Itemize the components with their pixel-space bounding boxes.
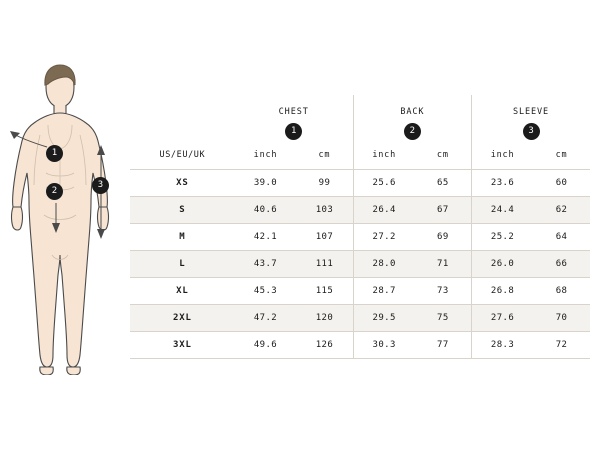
cell-chest-inch: 42.1 (235, 224, 296, 251)
cell-chest-cm: 99 (296, 170, 353, 197)
cell-sleeve-inch: 26.8 (472, 278, 533, 305)
unit-sleeve-cm: cm (533, 141, 590, 170)
row-size: 3XL (130, 332, 235, 359)
cell-back-inch: 28.0 (353, 251, 414, 278)
row-size: 2XL (130, 305, 235, 332)
cell-back-inch: 30.3 (353, 332, 414, 359)
cell-sleeve-inch: 26.0 (472, 251, 533, 278)
cell-back-inch: 26.4 (353, 197, 414, 224)
cell-sleeve-inch: 25.2 (472, 224, 533, 251)
unit-chest-cm: cm (296, 141, 353, 170)
cell-chest-inch: 39.0 (235, 170, 296, 197)
size-column-header: US/EU/UK (130, 141, 235, 170)
table-row (130, 278, 590, 305)
unit-chest-inch: inch (235, 141, 296, 170)
cell-sleeve-cm: 60 (533, 170, 590, 197)
cell-back-cm: 77 (415, 332, 472, 359)
cell-chest-inch: 49.6 (235, 332, 296, 359)
table-row (130, 332, 590, 359)
group-header-chest: CHEST (278, 107, 309, 117)
table-row (130, 224, 590, 251)
cell-back-cm: 73 (415, 278, 472, 305)
cell-back-inch: 27.2 (353, 224, 414, 251)
marker-row-spacer (130, 117, 235, 141)
cell-sleeve-cm: 68 (533, 278, 590, 305)
unit-back-cm: cm (415, 141, 472, 170)
cell-chest-cm: 107 (296, 224, 353, 251)
cell-sleeve-inch: 27.6 (472, 305, 533, 332)
cell-chest-inch: 47.2 (235, 305, 296, 332)
marker-badge-2: 2 (404, 123, 421, 140)
row-size: M (130, 224, 235, 251)
cell-back-cm: 71 (415, 251, 472, 278)
group-header-row (130, 95, 590, 117)
cell-chest-cm: 115 (296, 278, 353, 305)
figure-marker-3: 3 (92, 177, 109, 194)
cell-back-cm: 67 (415, 197, 472, 224)
table-row (130, 305, 590, 332)
table-row (130, 251, 590, 278)
group-header-back: BACK (353, 95, 471, 117)
marker-cell-sleeve (472, 117, 590, 141)
cell-chest-inch: 43.7 (235, 251, 296, 278)
size-table-wrap (130, 95, 590, 359)
unit-back-inch: inch (353, 141, 414, 170)
marker-cell-back (353, 117, 471, 141)
cell-sleeve-cm: 66 (533, 251, 590, 278)
row-size: XL (130, 278, 235, 305)
group-marker-row (130, 117, 590, 141)
cell-chest-inch: 45.3 (235, 278, 296, 305)
cell-chest-cm: 111 (296, 251, 353, 278)
cell-sleeve-inch: 28.3 (472, 332, 533, 359)
cell-sleeve-inch: 24.4 (472, 197, 533, 224)
cell-back-inch: 25.6 (353, 170, 414, 197)
cell-back-inch: 28.7 (353, 278, 414, 305)
size-chart-table (130, 95, 590, 359)
cell-back-cm: 75 (415, 305, 472, 332)
cell-chest-cm: 103 (296, 197, 353, 224)
table-row (130, 197, 590, 224)
cell-sleeve-inch: 23.6 (472, 170, 533, 197)
cell-sleeve-cm: 62 (533, 197, 590, 224)
body-figure (0, 55, 130, 375)
marker-badge-1: 1 (285, 123, 302, 140)
figure-body (12, 65, 109, 375)
cell-back-cm: 69 (415, 224, 472, 251)
cell-sleeve-cm: 72 (533, 332, 590, 359)
cell-chest-cm: 120 (296, 305, 353, 332)
row-size: L (130, 251, 235, 278)
marker-cell-chest (235, 117, 353, 141)
cell-back-cm: 65 (415, 170, 472, 197)
unit-header-row (130, 141, 590, 170)
row-size: XS (130, 170, 235, 197)
marker-badge-3: 3 (523, 123, 540, 140)
table-row (130, 170, 590, 197)
cell-back-inch: 29.5 (353, 305, 414, 332)
cell-sleeve-cm: 70 (533, 305, 590, 332)
row-size: S (130, 197, 235, 224)
figure-marker-2: 2 (46, 183, 63, 200)
group-header-spacer (130, 95, 235, 117)
cell-sleeve-cm: 64 (533, 224, 590, 251)
group-header-sleeve: SLEEVE (472, 95, 590, 117)
cell-chest-inch: 40.6 (235, 197, 296, 224)
unit-sleeve-inch: inch (472, 141, 533, 170)
figure-marker-1: 1 (46, 145, 63, 162)
cell-chest-cm: 126 (296, 332, 353, 359)
